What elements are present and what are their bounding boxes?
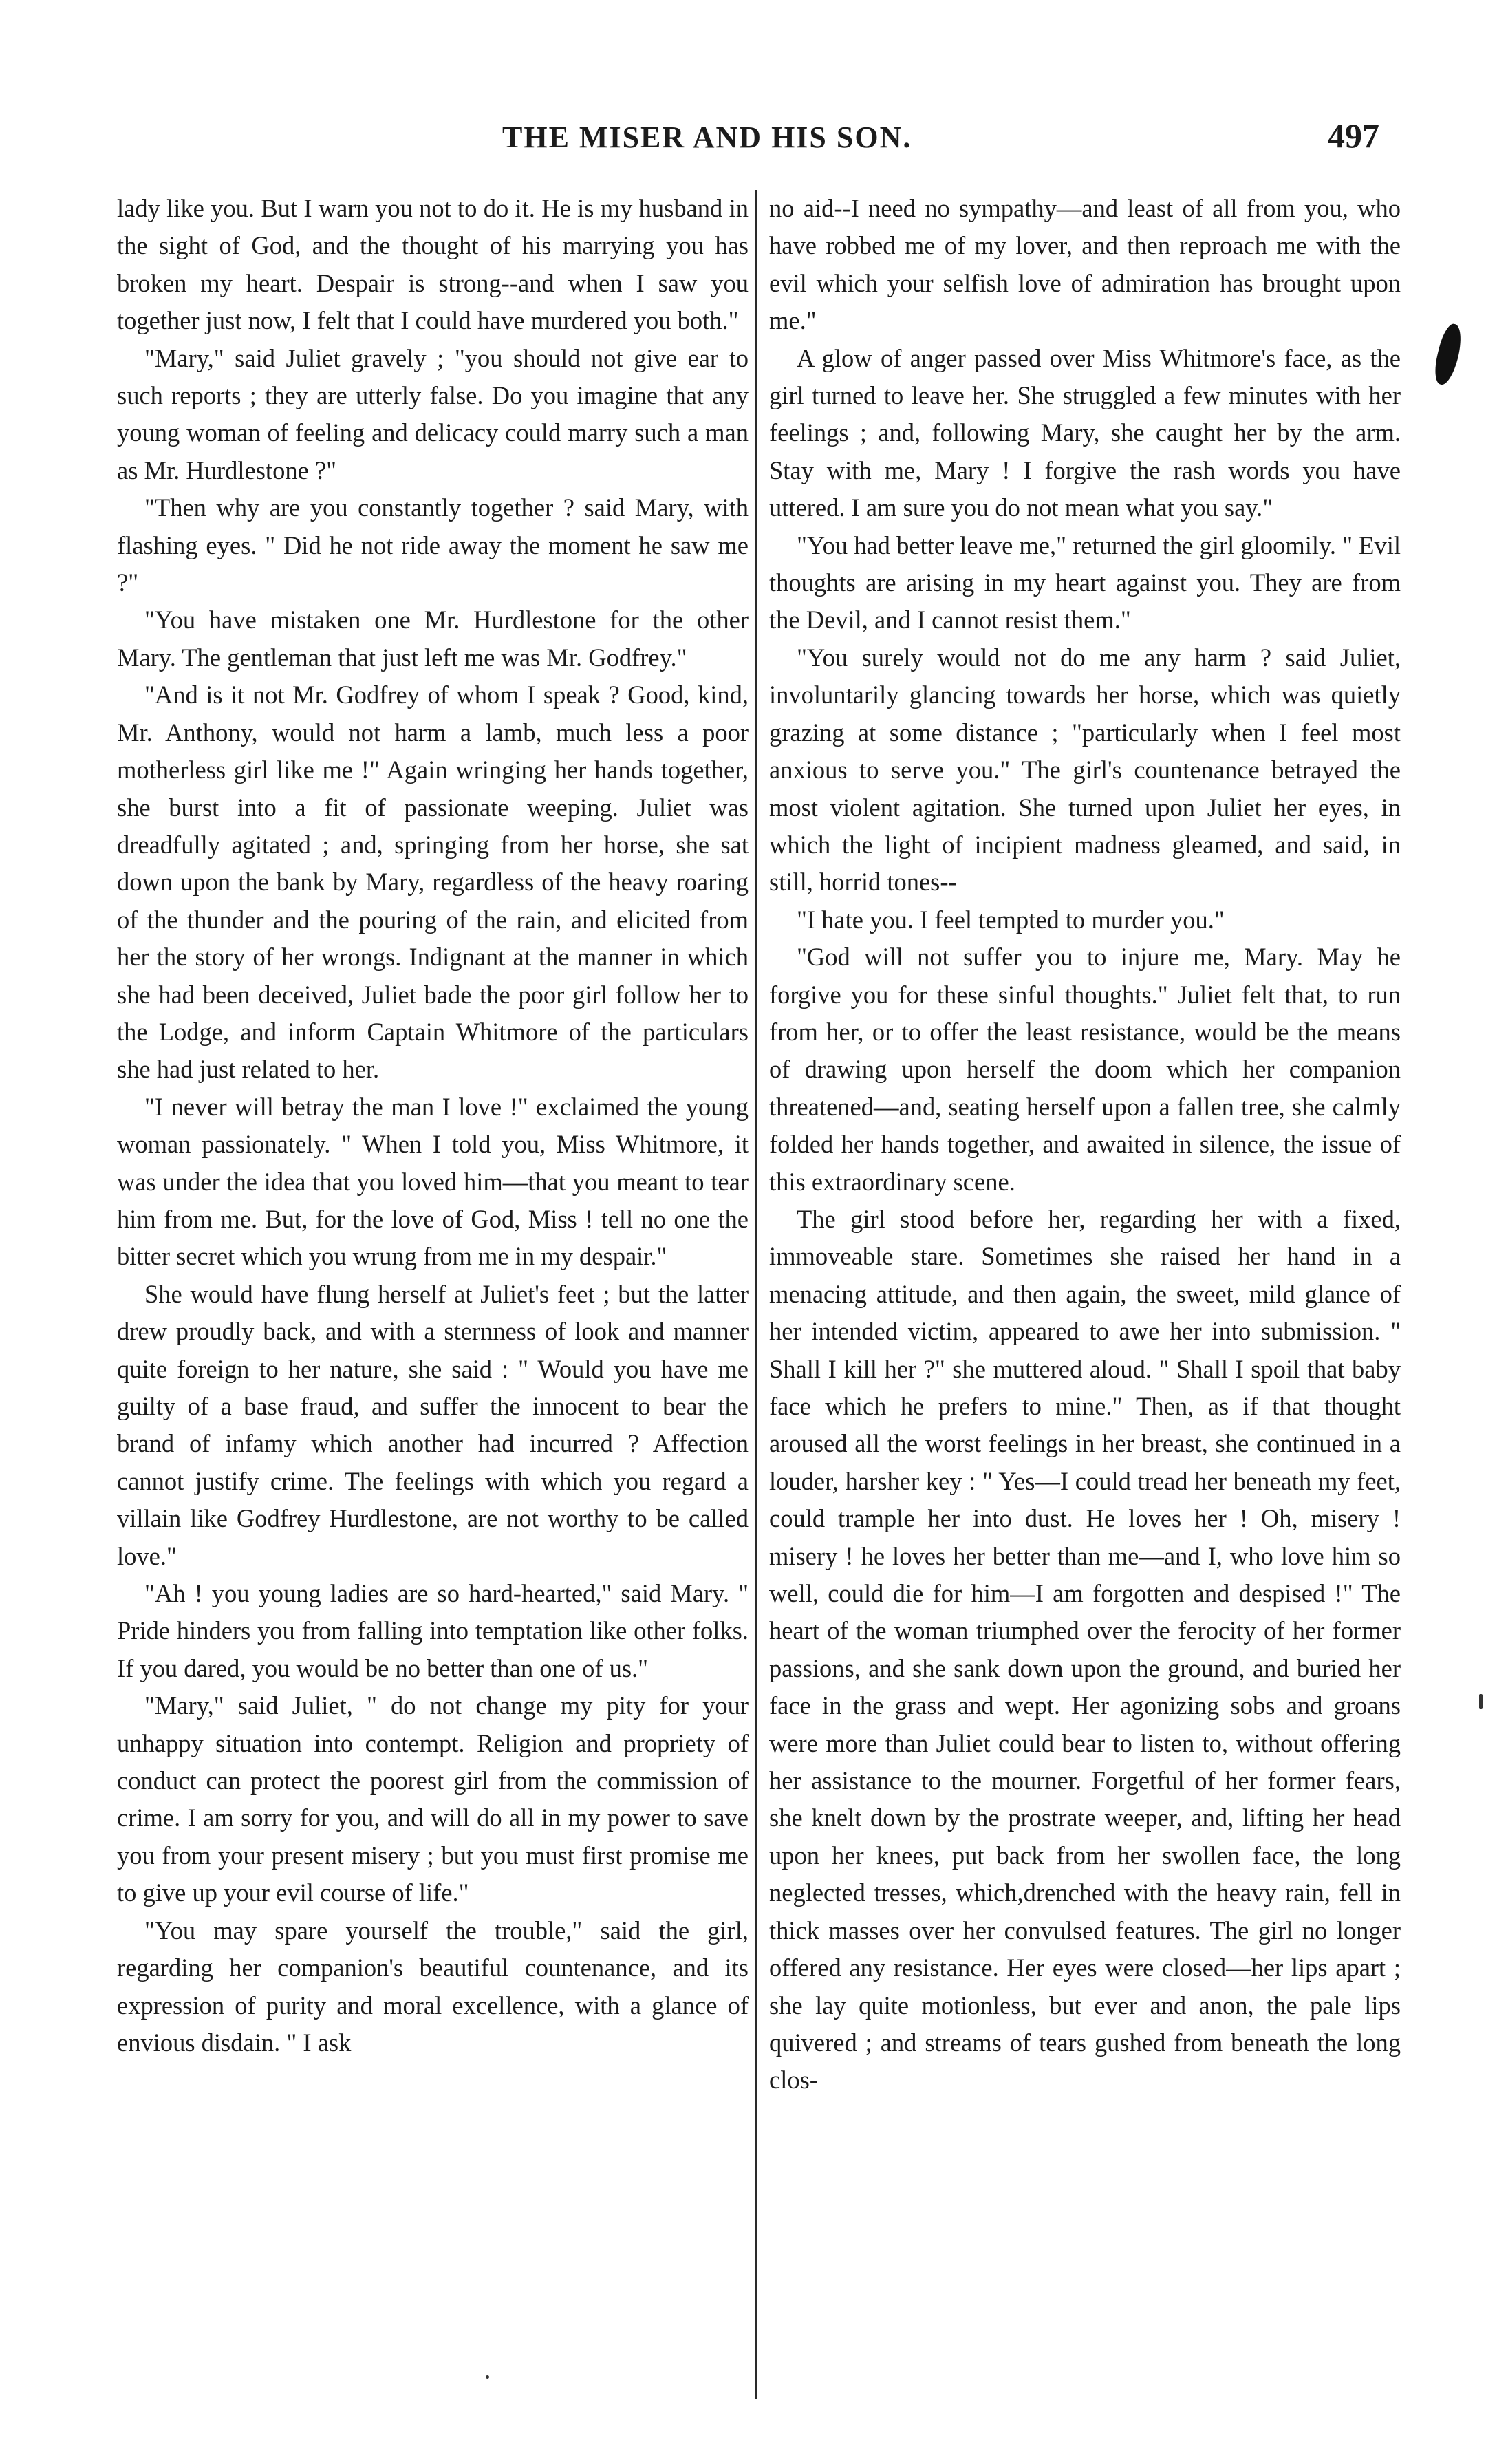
paragraph: "You have mistaken one Mr. Hurdlestone for the other Mary. The gentleman that just left me was Mr. Godfrey.": [117, 606, 749, 672]
paragraph: "And is it not Mr. Godfrey of whom I speak ? Good, kind, Mr. Anthony, would not harm a lamb, much less a poor motherless girl like me !" Again wringing her hands together, she burst into a fit of passionate weeping. Juliet was dreadfully agitated ; and, springing from her horse, she sat down upon the bank by Mary, regardless of the heavy roaring of the thunder and the pouring of the rain, and elicited from her the story of her wrongs. Indignant at the manner in which she had been deceived, Juliet bade the poor girl follow her to the Lodge, and inform Captain Whitmore of the particulars she had just related to her.: [117, 681, 749, 1084]
column-divider: [755, 190, 757, 2399]
ink-speck: [1479, 1694, 1483, 1709]
right-column: [769, 190, 1401, 2099]
ink-speck: [486, 2375, 489, 2379]
paragraph: "Then why are you constantly together ? said Mary, with flashing eyes. " Did he not ride away the moment he saw me ?": [117, 493, 749, 597]
paragraph: The girl stood before her, regarding her with a fixed, immoveable stare. Sometimes she raised her hand in a menacing attitude, and then again, the sweet, mild glance of her intended victim, appeared to awe her into submission. " Shall I kill her ?" she muttered aloud. " Shall I spoil that baby face which he prefers to mine." Then, as if that thought aroused all the worst feelings in her breast, she continued in a louder, harsher key : " Yes—I could tread her beneath my feet, could trample her into dust. He loves her ! Oh, misery ! misery ! he loves her better than me—and I, who love him so well, could die for him—I am forgotten and despised !" The heart of the woman triumphed over the ferocity of her former passions, and she sank down upon the ground, and buried her face in the grass and wept. Her agonizing sobs and groans were more than Juliet could bear to listen to, without offering her assistance to the mourner. Forgetful of her former fears, she knelt down by the prostrate weeper, and, lifting her head upon her knees, put back from her swollen face, the long neglected tresses, which,drenched with the heavy rain, fell in thick masses over her convulsed features. The girl no longer offered any resistance. Her eyes were closed—her lips apart ; she lay quite motionless, but ever and anon, the pale lips quivered ; and streams of tears gushed from beneath the long clos-: [769, 1204, 1401, 2095]
paragraph: A glow of anger passed over Miss Whitmore's face, as the girl turned to leave her. She struggled a few minutes with her feelings ; and, following Mary, she caught her by the arm. Stay with me, Mary ! I forgive the rash words you have uttered. I am sure you do not mean what you say.": [769, 343, 1401, 522]
paragraph: "God will not suffer you to injure me, Mary. May he forgive you for these sinful thoughts." Juliet felt that, to run from her, or to offer the least resistance, would be the means of drawing upon herself the doom which her companion threatened—and, seating herself upon a fallen tree, she calmly folded her hands together, and awaited in silence, the issue of this extraordinary scene.: [769, 943, 1401, 1196]
paragraph: "Mary," said Juliet, " do not change my pity for your unhappy situation into contempt. Religion and propriety of conduct can protect the poorest girl from the commission of crime. I am sorry for you, and will do all in my power to save you from your present misery ; but you must first promise me to give up your evil course of life.": [117, 1691, 749, 1907]
paragraph: "You surely would not do me any harm ? said Juliet, involuntarily glancing towards her horse, which was quietly grazing at some distance ; "particularly when I feel most anxious to serve you." The girl's countenance betrayed the most violent agitation. She turned upon Juliet her eyes, in which the light of incipient madness gleamed, and said, in still, horrid tones--: [769, 643, 1401, 897]
paragraph: She would have flung herself at Juliet's feet ; but the latter drew proudly back, and with a sternness of look and manner quite foreign to her nature, she said : " Would you have me guilty of a base fraud, and suffer the innocent to bear the brand of infamy which another had incurred ? Affection cannot justify crime. The feelings with which you regard a villain like Godfrey Hurdlestone, are not worthy to be called love.": [117, 1279, 749, 1570]
paragraph: "Ah ! you young ladies are so hard-hearted," said Mary. " Pride hinders you from falling into temptation like other folks. If you dared, you would be no better than one of us.": [117, 1579, 749, 1682]
paragraph: "I never will betray the man I love !" exclaimed the young woman passionately. " When I told you, Miss Whitmore, it was under the idea that you loved him—that you meant to tear him from me. But, for the love of God, Miss ! tell no one the bitter secret which you wrung from me in my despair.": [117, 1092, 749, 1271]
paragraph: lady like you. But I warn you not to do it. He is my husband in the sight of God, and the thought of his marrying you has broken my heart. Despair is strong--and when I saw you together just now, I felt that I could have murdered you both.": [117, 194, 749, 335]
paragraph: "You had better leave me," returned the girl gloomily. " Evil thoughts are arising in my heart against you. They are from the Devil, and I cannot resist them.": [769, 531, 1401, 634]
left-column: [117, 190, 749, 2061]
paragraph: "Mary," said Juliet gravely ; "you should not give ear to such reports ; they are utterly false. Do you imagine that any young woman of feeling and delicacy could marry such a man as Mr. Hurdlestone ?": [117, 343, 749, 484]
page-number: 497: [1328, 116, 1379, 155]
running-title: THE MISER AND HIS SON.: [502, 120, 912, 154]
paragraph: "You may spare yourself the trouble," said the girl, regarding her companion's beautiful countenance, and its expression of purity and moral excellence, with a glance of envious disdain. " I ask: [117, 1916, 749, 2057]
paragraph: "I hate you. I feel tempted to murder you.": [797, 905, 1225, 934]
running-header: [0, 116, 1486, 171]
paragraph: no aid--I need no sympathy—and least of all from you, who have robbed me of my lover, and then reproach me with the evil which your selfish love of admiration has brought upon me.": [769, 194, 1401, 335]
ink-blot: [1431, 322, 1466, 387]
